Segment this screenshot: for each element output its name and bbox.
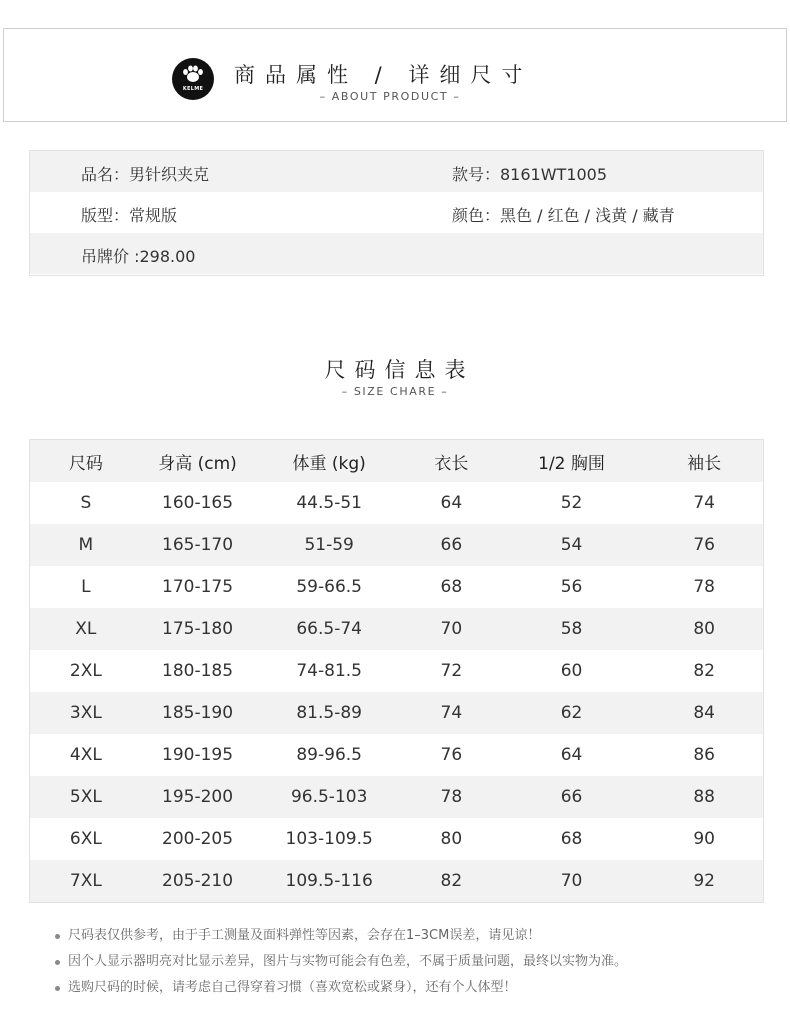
cell-height: 200-205 [162,829,234,849]
cell-size: L [81,577,91,597]
cell-weight: 44.5-51 [296,493,362,513]
bullet-icon [55,960,60,965]
header-height: 身高 (cm) [158,453,237,474]
cell-sleeve: 80 [693,619,715,639]
cell-size: 6XL [69,829,102,849]
cell-sleeve: 84 [693,703,715,723]
bullet-icon [55,986,60,991]
product-info-table [29,150,764,276]
product-fit: 版型：常规版 [81,206,178,225]
cell-half-chest: 60 [560,661,583,681]
size-notes [55,926,627,1004]
product-colors: 颜色：黑色 / 红色 / 浅黄 / 藏青 [452,206,675,225]
cell-half-chest: 58 [560,619,583,639]
cell-length: 64 [440,493,463,513]
cell-length: 74 [440,703,463,723]
cell-sleeve: 86 [693,745,715,765]
cell-size: XL [75,619,97,639]
cell-size: 5XL [69,787,102,807]
note-text: 因个人显示器明亮对比显示差异，图片与实物可能会有色差，不属于质量问题，最终以实物为准。 [68,954,628,969]
cell-size: 3XL [69,703,102,723]
cell-weight: 109.5-116 [285,871,373,891]
page-title: 商品属性 / 详细尺寸 [234,63,533,87]
cell-height: 170-175 [162,577,234,597]
cell-half-chest: 64 [560,745,583,765]
size-table-header [30,440,763,482]
table-row [30,524,763,566]
cell-sleeve: 90 [693,829,715,849]
table-row [30,776,763,818]
cell-half-chest: 54 [560,535,583,555]
note-item [55,978,627,1004]
cell-size: 4XL [69,745,102,765]
table-row [30,566,763,608]
cell-sleeve: 82 [693,661,715,681]
note-text: 选购尺码的时候，请考虑自己得穿着习惯（喜欢宽松或紧身），还有个人体型！ [68,980,517,995]
header-sleeve: 袖长 [687,453,722,474]
cell-length: 78 [440,787,463,807]
cell-sleeve: 88 [693,787,715,807]
note-text: 尺码表仅供参考，由于手工测量及面料弹性等因素，会存在1–3CM误差，请见谅！ [68,928,541,943]
table-row [30,818,763,860]
cell-sleeve: 78 [693,577,715,597]
cell-height: 165-170 [162,535,234,555]
bullet-icon [55,934,60,939]
cell-length: 66 [440,535,463,555]
info-row [30,233,763,274]
cell-size: 2XL [69,661,102,681]
size-chart-title: 尺码信息表 [324,358,475,382]
cell-size: S [80,493,92,513]
logo-brand-text: KELME [182,86,204,92]
cell-height: 195-200 [162,787,234,807]
cell-size: M [78,535,94,555]
cell-sleeve: 92 [693,871,715,891]
cell-height: 205-210 [162,871,234,891]
cell-weight: 74-81.5 [296,661,362,681]
cell-height: 180-185 [162,661,234,681]
product-style-number: 款号：8161WT1005 [452,165,608,184]
cell-height: 185-190 [162,703,234,723]
note-item [55,926,627,952]
note-item [55,952,627,978]
header-weight: 体重 (kg) [292,453,366,474]
cell-length: 76 [440,745,463,765]
cell-half-chest: 66 [560,787,583,807]
info-row [30,151,763,192]
table-row [30,482,763,524]
table-row [30,650,763,692]
cell-weight: 89-96.5 [296,745,362,765]
product-name: 品名：男针织夹克 [81,165,210,184]
table-row [30,860,763,902]
cell-weight: 103-109.5 [285,829,373,849]
page-subtitle: – ABOUT PRODUCT – [319,90,461,103]
cell-weight: 59-66.5 [296,577,362,597]
cell-length: 70 [440,619,463,639]
cell-length: 68 [440,577,463,597]
paw-icon [172,58,214,100]
cell-weight: 96.5-103 [290,787,368,807]
cell-half-chest: 70 [560,871,583,891]
kelme-logo [172,58,214,100]
cell-length: 82 [440,871,463,891]
size-chart-subtitle: – SIZE CHARE – [341,385,449,398]
cell-height: 190-195 [162,745,234,765]
cell-half-chest: 56 [560,577,583,597]
product-price: 吊牌价 :298.00 [81,247,196,266]
info-row [30,192,763,233]
cell-sleeve: 76 [693,535,715,555]
cell-half-chest: 68 [560,829,583,849]
cell-length: 80 [440,829,463,849]
cell-half-chest: 52 [560,493,583,513]
table-row [30,608,763,650]
header-half-chest: 1/2 胸围 [538,453,605,474]
cell-height: 160-165 [162,493,234,513]
table-row [30,734,763,776]
cell-weight: 51-59 [304,535,354,555]
cell-size: 7XL [69,871,102,891]
table-row [30,692,763,734]
cell-length: 72 [440,661,463,681]
header-length: 衣长 [434,453,469,474]
cell-half-chest: 62 [560,703,583,723]
cell-height: 175-180 [162,619,234,639]
cell-weight: 81.5-89 [296,703,362,723]
size-chart-table [29,439,764,903]
header-size: 尺码 [68,453,103,474]
cell-weight: 66.5-74 [296,619,362,639]
cell-sleeve: 74 [693,493,715,513]
